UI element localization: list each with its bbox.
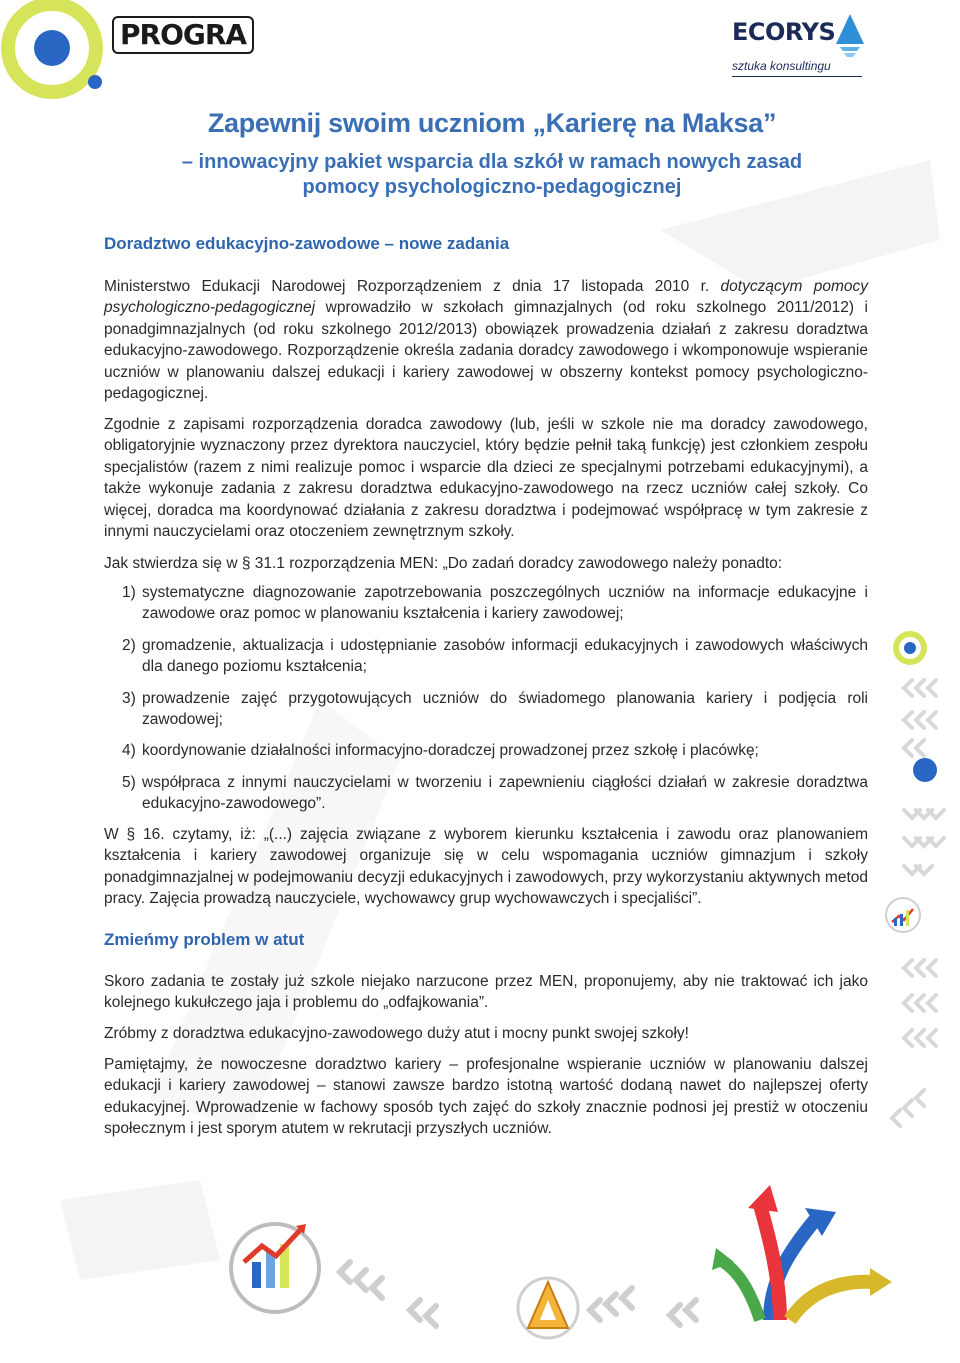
list-item-text: koordynowanie działalności informacyjno-doradczej prowadzonej przez szkołę i placówkę; xyxy=(142,742,759,760)
paragraph-regulation-rest: wprowadziło w szkołach gimnazjalnych (od roku szkolnego 2011/2012) i ponadgimnazjalnych (od roku szkolnego 2012/2013) obowiązek prowadzenia działań z zakresu doradztwa edukacyjno-zawodowego. Rozporządzenie określa zadania doradcy zawodowego i wkomponowuje wspieranie uczniów w planowaniu dalszej edukacji i kariery zawodowej w obszerny kontekst pomocy psychologiczno-pedagogicznej. xyxy=(104,299,868,403)
ecorys-underline xyxy=(732,76,862,77)
ecorys-tagline: sztuka konsultingu xyxy=(732,59,831,73)
list-item-number: 1) xyxy=(122,584,136,601)
subtitle-line-2: pomocy psychologiczno-pedagogicznej xyxy=(302,176,682,198)
list-item xyxy=(104,582,868,625)
page-title: Zapewnij swoim uczniom „Karierę na Maksa” xyxy=(207,108,777,138)
paragraph-cuckoo-egg: Skoro zadania te zostały już szkole niejako narzucone przez MEN, proponujemy, aby nie traktować ich jako kolejnego kukułczego jaja i problemu do „odfajkowania”. xyxy=(104,973,868,1012)
list-item-text: prowadzenie zajęć przygotowujących uczniów do świadomego planowania kariery i podjęcia roli zawodowej; xyxy=(142,689,868,729)
advisor-tasks-list xyxy=(104,582,868,825)
page-subtitle xyxy=(104,150,880,200)
progra-logo xyxy=(112,14,254,56)
paragraph-regulation xyxy=(104,276,868,404)
list-item-number: 2) xyxy=(122,636,136,654)
paragraph-regulation-quote-intro: Jak stwierdza się w § 31.1 rozporządzenia MEN: „Do zadań doradcy zawodowego należy ponadto: xyxy=(104,555,783,572)
paragraph-regulation-italic: dotyczącym pomocy psychologiczno-pedagogicznej xyxy=(104,278,868,317)
paragraph-modern-counseling: Pamiętajmy, że nowoczesne doradztwo kariery – profesjonalne wspieranie uczniów w planowaniu dalszej edukacji i kariery zawodowej – stanowi zawsze bardzo istotną wartość dodaną nawet do najlepszej oferty edukacyjnej. Wprowadzenie w fachowy sposób tych zajęć do szkoły znacznie podnosi jej prestiż w otoczeniu społecznym i jest sporym atutem w rekrutacji przyszłych uczniów. xyxy=(104,1056,868,1138)
list-item-number: 3) xyxy=(122,689,136,707)
subtitle-line-1: – innowacyjny pakiet wsparcia dla szkół w ramach nowych zasad xyxy=(181,151,803,173)
list-item-text: współpraca z innymi nauczycielami w tworzeniu i zapewnieniu ciągłości działań w zakresie doradztwa edukacyjno-zawodowego”. xyxy=(142,773,868,813)
paragraph-section-16: W § 16. czytamy, iż: „(...) zajęcia związane z wyborem kierunku kształcenia i zawodu oraz planowaniem kształcenia i kariery zawodowej organizuje się w celu wspomagania uczniów gimnazjum i szkoły ponadgimnazjalnej w podejmowaniu decyzji edukacyjnych i zawodowych, przy wykorzystaniu aktywnych metod pracy. Zajęcia prowadzą nauczyciele, wychowawcy grup wychowawczych i specjaliści”. xyxy=(104,826,868,908)
ecorys-triangle-icon xyxy=(836,14,864,60)
ecorys-logo-text: ECORYS xyxy=(732,18,836,46)
list-item-number: 4) xyxy=(122,742,136,760)
list-item xyxy=(104,635,868,678)
paragraph-regulation-lead: Ministerstwo Edukacji Narodowej Rozporządzeniem z dnia 17 listopada 2010 r. xyxy=(104,278,721,295)
list-item-text: gromadzenie, aktualizacja i udostępnianie zasobów informacji edukacyjnych i zawodowych właściwych dla danego poziomu kształcenia; xyxy=(142,636,868,676)
list-item xyxy=(104,688,868,731)
section-heading-new-tasks: Doradztwo edukacyjno-zawodowe – nowe zadania xyxy=(104,234,510,253)
paragraph-make-asset: Zróbmy z doradztwa edukacyjno-zawodowego duży atut i mocny punkt swojej szkoły! xyxy=(104,1025,689,1042)
list-item xyxy=(104,772,868,815)
list-item xyxy=(104,740,868,761)
progra-logo-text: PROGRA xyxy=(112,16,254,54)
section-heading-turn-problem: Zmieńmy problem w atut xyxy=(104,930,305,949)
list-item-number: 5) xyxy=(122,773,136,791)
list-item-text: systematyczne diagnozowanie zapotrzebowania poszczególnych uczniów na informacje edukacyjne i zawodowe oraz pomoc w planowaniu kształcenia i kariery zawodowej; xyxy=(142,584,868,623)
ecorys-logo xyxy=(732,14,862,78)
paragraph-career-advisor: Zgodnie z zapisami rozporządzenia doradca zawodowy (lub, jeśli w szkole nie ma doradcy zawodowego, obligatoryjnie wyznaczony przez dyrektora nauczyciel, który będzie pełnił taką funkcję) jest członkiem zespołu specjalistów (razem z nimi realizuje pomoc i wsparcie dla dzieci ze specjalnymi potrzebami edukacyjnymi), a także wykonuje zadania z zakresu doradztwa edukacyjno-zawodowego na rzecz uczniów całej szkoły. Co więcej, doradca ma koordynować działania z zakresu doradztwa i podejmować współpracę w tym zakresie z innymi nauczycielami oraz otoczeniem zewnętrznym szkoły. xyxy=(104,416,868,541)
